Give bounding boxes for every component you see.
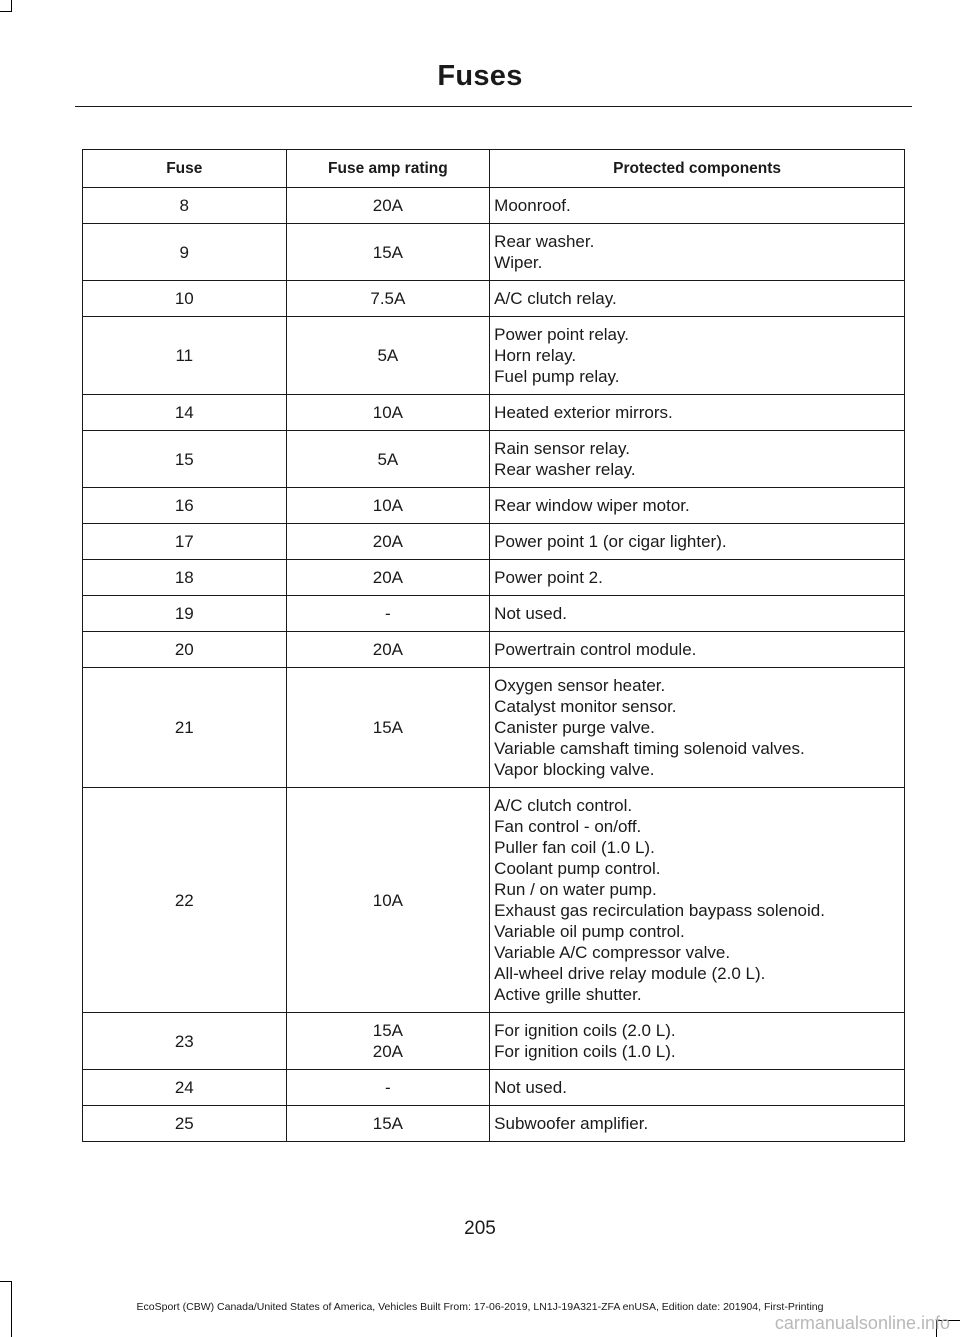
table-row [83, 281, 905, 317]
table-row [83, 1106, 905, 1142]
component-line: Coolant pump control. [494, 859, 661, 878]
fuse-number: 21 [83, 668, 287, 788]
amp-rating-line: 15A [372, 718, 403, 737]
component-line: Not used. [494, 604, 567, 623]
fuse-amp-rating [286, 1070, 490, 1106]
fuse-number: 16 [83, 488, 287, 524]
column-header-amp-rating: Fuse amp rating [286, 150, 490, 188]
amp-rating-line: 10A [372, 890, 403, 910]
fuse-number: 10 [83, 281, 287, 317]
fuse-amp-rating [286, 1106, 490, 1142]
fuse-amp-rating [286, 281, 490, 317]
page-number: 205 [464, 1218, 496, 1239]
component-line: Powertrain control module. [494, 640, 697, 659]
component-line: Power point relay. [494, 325, 629, 344]
fuse-table [82, 149, 905, 1142]
protected-components [490, 224, 905, 281]
component-line: Rear washer. [494, 232, 595, 251]
fuse-number: 22 [83, 788, 287, 1013]
component-line: Wiper. [494, 253, 543, 272]
title-rule [75, 106, 912, 107]
component-line: A/C clutch relay. [494, 289, 617, 308]
fuse-amp-rating [286, 632, 490, 668]
fuse-amp-rating [286, 788, 490, 1013]
fuse-number: 9 [83, 224, 287, 281]
table-row [83, 395, 905, 431]
component-line: Puller fan coil (1.0 L). [494, 838, 655, 857]
fuse-amp-rating [286, 395, 490, 431]
amp-rating-line: 7.5A [370, 289, 406, 308]
fuse-amp-rating [286, 560, 490, 596]
protected-components [490, 317, 905, 395]
table-row [83, 188, 905, 224]
crop-mark [0, 11, 12, 12]
component-line: Vapor blocking valve. [494, 760, 655, 779]
component-line: Horn relay. [494, 346, 577, 365]
table-row [83, 668, 905, 788]
fuse-amp-rating [286, 224, 490, 281]
fuse-number: 24 [83, 1070, 287, 1106]
component-line: Subwoofer amplifier. [494, 1114, 649, 1133]
fuse-number: 25 [83, 1106, 287, 1142]
protected-components [490, 560, 905, 596]
column-header-fuse: Fuse [83, 150, 287, 188]
component-line: Active grille shutter. [494, 985, 642, 1004]
component-line: Run / on water pump. [494, 880, 657, 899]
table-row [83, 1070, 905, 1106]
component-line: Power point 1 (or cigar lighter). [494, 532, 727, 551]
component-line: A/C clutch control. [494, 796, 633, 815]
fuse-amp-rating [286, 488, 490, 524]
amp-rating-line: 10A [372, 496, 403, 515]
component-line: Canister purge valve. [494, 718, 655, 737]
protected-components [490, 488, 905, 524]
component-line: Variable oil pump control. [494, 922, 685, 941]
footer-text: EcoSport (CBW) Canada/United States of America, Vehicles Built From: 17-06-2019, LN1J-19A321-ZFA enUSA, Edition date: 201904, First-Printing [136, 1301, 824, 1313]
component-line: For ignition coils (1.0 L). [494, 1042, 676, 1061]
fuse-number: 19 [83, 596, 287, 632]
component-line: Not used. [494, 1078, 567, 1097]
component-line: Fuel pump relay. [494, 367, 620, 386]
fuse-amp-rating [286, 668, 490, 788]
component-line: Fan control - on/off. [494, 817, 642, 836]
amp-rating-line: 20A [372, 1042, 403, 1061]
component-line: Moonroof. [494, 196, 571, 215]
column-header-protected-components: Protected components [490, 150, 905, 188]
component-line: Power point 2. [494, 568, 603, 587]
table-row [83, 632, 905, 668]
amp-rating-line: 20A [372, 568, 403, 587]
fuse-number: 18 [83, 560, 287, 596]
amp-rating-line: 15A [372, 1114, 403, 1133]
table-header-row [83, 150, 905, 188]
fuse-amp-rating [286, 524, 490, 560]
component-line: Rain sensor relay. [494, 439, 630, 458]
fuse-amp-rating [286, 1013, 490, 1070]
fuse-amp-rating [286, 188, 490, 224]
component-line: For ignition coils (2.0 L). [494, 1021, 676, 1040]
protected-components [490, 524, 905, 560]
component-line: All-wheel drive relay module (2.0 L). [494, 964, 766, 983]
protected-components [490, 632, 905, 668]
page-title: Fuses [437, 60, 523, 92]
protected-components [490, 1070, 905, 1106]
fuse-number: 14 [83, 395, 287, 431]
component-line: Rear window wiper motor. [494, 496, 690, 515]
component-line: Catalyst monitor sensor. [494, 697, 677, 716]
crop-mark [0, 1281, 12, 1282]
watermark: carmanualsonline.info [774, 1313, 950, 1333]
table-row [83, 524, 905, 560]
fuse-number: 15 [83, 431, 287, 488]
fuse-number: 17 [83, 524, 287, 560]
table-row [83, 488, 905, 524]
fuse-amp-rating [286, 431, 490, 488]
amp-rating-line: 15A [372, 1021, 403, 1040]
table-row [83, 224, 905, 281]
component-line: Oxygen sensor heater. [494, 676, 666, 695]
fuse-number: 8 [83, 188, 287, 224]
component-line: Variable camshaft timing solenoid valves. [494, 739, 805, 758]
amp-rating-line: 20A [372, 196, 403, 215]
fuse-number: 23 [83, 1013, 287, 1070]
protected-components [490, 788, 905, 1013]
protected-components [490, 668, 905, 788]
amp-rating-line: - [385, 604, 391, 623]
amp-rating-line: - [385, 1078, 391, 1097]
protected-components [490, 1013, 905, 1070]
amp-rating-line: 5A [377, 346, 399, 365]
amp-rating-line: 10A [372, 403, 403, 422]
protected-components [490, 431, 905, 488]
amp-rating-line: 15A [372, 242, 403, 262]
fuse-number: 20 [83, 632, 287, 668]
table-row [83, 431, 905, 488]
amp-rating-line: 20A [372, 532, 403, 551]
table-row [83, 788, 905, 1013]
protected-components [490, 395, 905, 431]
table-row [83, 596, 905, 632]
component-line: Heated exterior mirrors. [494, 403, 673, 422]
fuse-amp-rating [286, 317, 490, 395]
protected-components [490, 281, 905, 317]
component-line: Variable A/C compressor valve. [494, 943, 731, 962]
protected-components [490, 188, 905, 224]
component-line: Exhaust gas recirculation baypass solenoid. [494, 901, 825, 920]
fuse-amp-rating [286, 596, 490, 632]
table-body [83, 188, 905, 1142]
table-row [83, 1013, 905, 1070]
protected-components [490, 1106, 905, 1142]
table-row [83, 317, 905, 395]
protected-components [490, 596, 905, 632]
amp-rating-line: 20A [372, 640, 403, 659]
component-line: Rear washer relay. [494, 460, 636, 479]
table-row [83, 560, 905, 596]
amp-rating-line: 5A [377, 449, 399, 469]
fuse-number: 11 [83, 317, 287, 395]
